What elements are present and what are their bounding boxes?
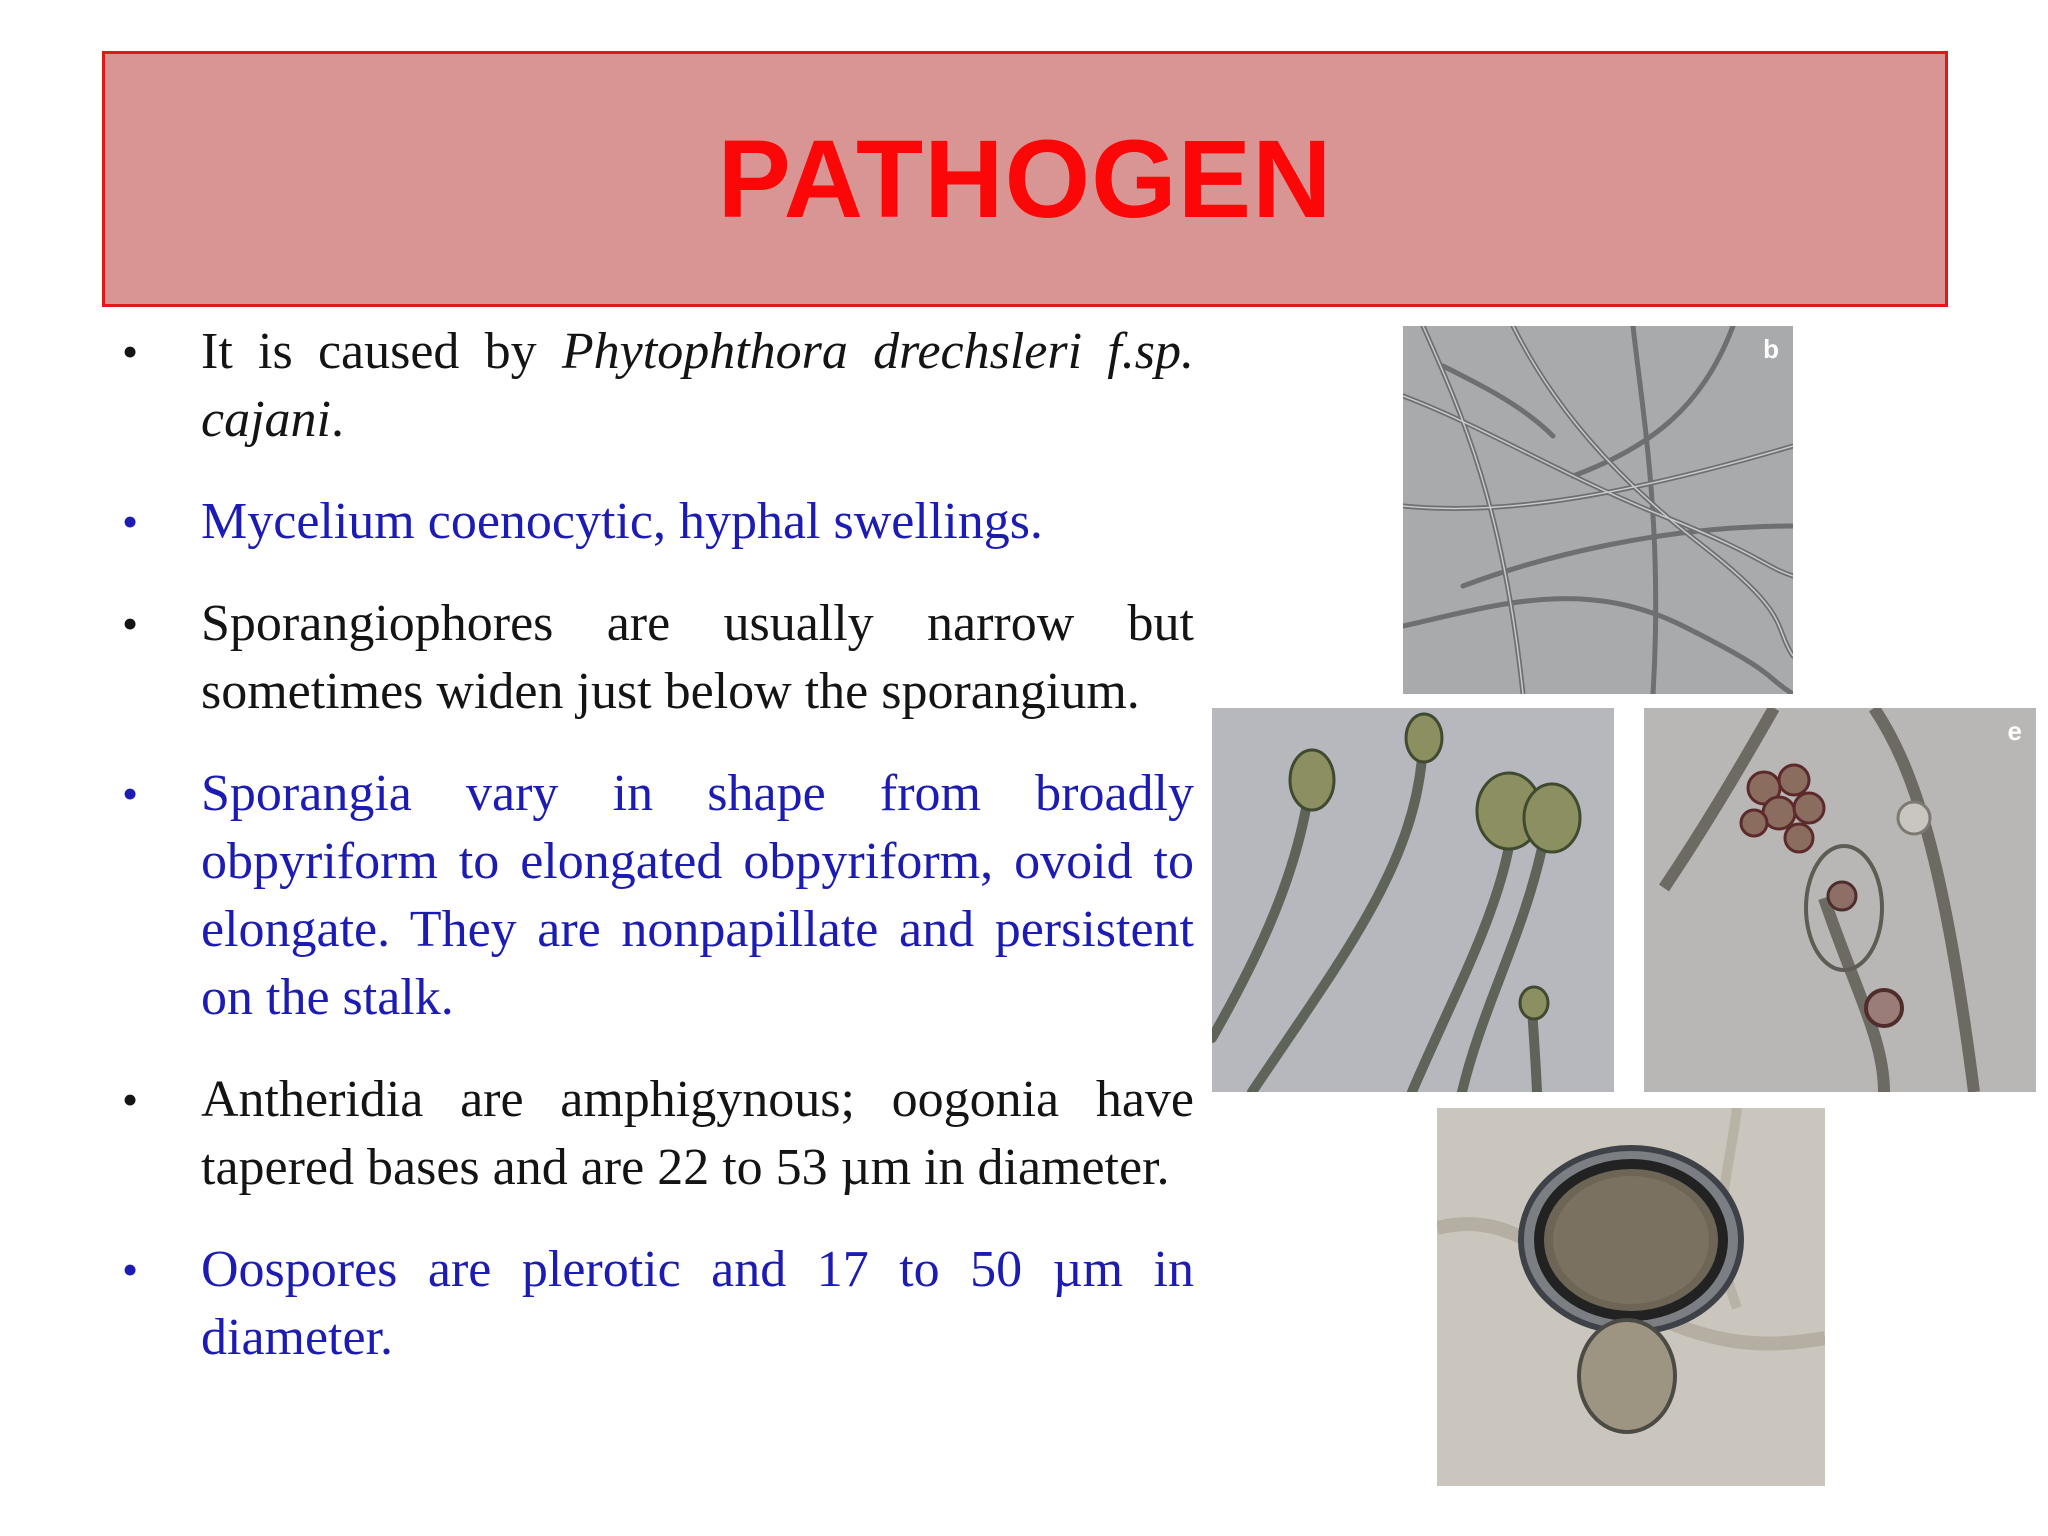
bullet-list <box>118 318 1194 1406</box>
bullet-text: It is caused by <box>201 323 562 380</box>
panel-letter-e: e <box>2007 716 2022 746</box>
bullet-dot: • <box>122 1074 139 1125</box>
bullet-text: Mycelium coenocytic, hyphal swellings. <box>201 493 1043 550</box>
bullet-item-antheridia <box>118 1066 1194 1202</box>
bullet-text-end: . <box>330 391 344 448</box>
slide-title: PATHOGEN <box>717 117 1333 241</box>
bullet-item-mycelium <box>118 488 1194 556</box>
bullet-item-sporangiophores <box>118 590 1194 726</box>
bullet-item-cause <box>118 318 1194 454</box>
sporangia-micrograph <box>1212 708 1614 1092</box>
bullet-text: Antheridia are amphigynous; oogonia have tapered bases and are 22 to 53 µm in diameter. <box>201 1071 1194 1196</box>
bullet-text: Sporangiophores are usually narrow but sometimes widen just below the sporangium. <box>201 595 1194 720</box>
bullet-text: Sporangia vary in shape from broadly obpyriform to elongated obpyriform, ovoid to elongate. They are nonpapillate and persistent on the stalk. <box>201 765 1194 1026</box>
oogonium-micrograph <box>1644 708 2036 1092</box>
bullet-dot: • <box>122 1244 139 1295</box>
bullet-item-oospores <box>118 1236 1194 1372</box>
oospore-micrograph <box>1437 1108 1825 1486</box>
species-name: Phytophthora drechsleri f.sp. cajani <box>201 323 1194 448</box>
bullet-dot: • <box>122 598 139 649</box>
bullet-dot: • <box>122 326 139 377</box>
bullet-item-sporangia <box>118 760 1194 1032</box>
panel-letter-b: b <box>1763 334 1779 364</box>
hyphae-micrograph <box>1403 326 1793 694</box>
bullet-dot: • <box>122 768 139 819</box>
bullet-text: Oospores are plerotic and 17 to 50 µm in diameter. <box>201 1241 1194 1366</box>
bullet-dot: • <box>122 496 139 547</box>
title-banner <box>102 51 1948 307</box>
